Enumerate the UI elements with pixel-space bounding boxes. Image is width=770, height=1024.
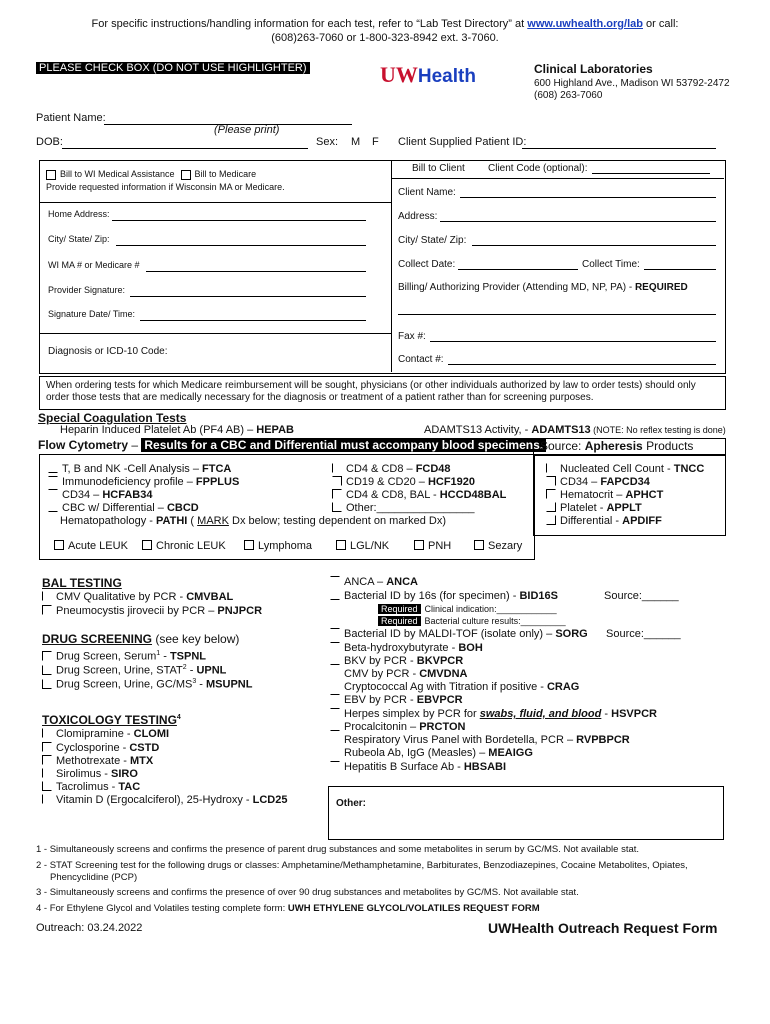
dx-sezary-checkbox[interactable]: [474, 540, 484, 550]
dx-acute-leuk[interactable]: [54, 540, 128, 553]
test-ebv-text: EBV by PCR -: [344, 694, 417, 706]
test-bid16s-checkbox[interactable]: [330, 590, 340, 600]
drug-title-rest: (see key below): [152, 632, 240, 646]
client-patient-id-label: Client Supplied Patient ID:: [398, 136, 527, 148]
aph-applt-code: APPLT: [606, 502, 642, 514]
aph-applt-checkbox[interactable]: [546, 502, 556, 512]
dx-lymphoma[interactable]: [244, 540, 312, 553]
clinical-indication: Clinical indication:____________: [424, 604, 557, 614]
dx-lgl-nk-checkbox[interactable]: [336, 540, 346, 550]
test-boh-checkbox[interactable]: [330, 642, 340, 652]
aph-applt[interactable]: [546, 502, 642, 515]
aph-apdiff-text: Differential -: [560, 515, 623, 527]
client-name-label: Client Name:: [398, 187, 456, 198]
flow-fpplus-text: Immunodeficiency profile –: [62, 476, 196, 488]
test-prc-checkbox[interactable]: [330, 721, 340, 731]
test-boh-text: Beta-hydroxybutyrate -: [344, 642, 459, 654]
fax-label: Fax #:: [398, 331, 426, 342]
test-hsv-checkbox[interactable]: [330, 708, 340, 718]
provide-info-text: Provide requested information if Wisconsin MA or Medicare.: [46, 182, 285, 192]
wi-ma-field[interactable]: [146, 259, 366, 272]
collect-time-field[interactable]: [644, 257, 716, 270]
flow-cbcd[interactable]: [48, 502, 199, 515]
test-boh[interactable]: [330, 642, 483, 655]
test-cmv-text: CMV by PCR -: [344, 668, 420, 680]
tox-tac-code: TAC: [118, 781, 141, 793]
footnote-4: [36, 903, 540, 914]
test-sorg-code: SORG: [555, 628, 588, 640]
required-badge-1: Required: [378, 604, 421, 614]
dx-chronic-leuk[interactable]: [142, 540, 226, 553]
tox-mtx-checkbox[interactable]: [42, 755, 52, 765]
test-hsv-code: HSVPCR: [611, 708, 657, 720]
tox-cstd-checkbox[interactable]: [42, 742, 52, 752]
drug-tspnl-mid: -: [160, 650, 170, 663]
sex-f-option[interactable]: F: [372, 136, 379, 148]
signature-date-field[interactable]: [140, 308, 366, 321]
test-crag[interactable]: [344, 681, 579, 694]
test-cmv-code: CMVDNA: [419, 668, 468, 680]
flow-hcfab34[interactable]: [48, 489, 152, 502]
bal-pnjpcr-code: PNJPCR: [217, 605, 263, 617]
ma-city-state-zip-field[interactable]: [116, 233, 366, 246]
test-crag-code: CRAG: [546, 681, 580, 693]
apheresis-source-bold: Apheresis: [584, 439, 643, 453]
heparin-code: HEPAB: [256, 424, 294, 436]
aph-apdiff-code: APDIFF: [622, 515, 662, 527]
form-title: UWHealth Outreach Request Form: [488, 920, 718, 936]
aph-tncc[interactable]: [546, 463, 704, 476]
flow-hccd48bal[interactable]: [332, 489, 506, 502]
drug-msupnl-code: MSUPNL: [206, 678, 253, 691]
flow-ftca[interactable]: [48, 463, 231, 476]
tox-lcd25[interactable]: [42, 794, 287, 807]
test-sorg-text: Bacterial ID by MALDI-TOF (isolate only) –: [344, 628, 556, 640]
patient-name-label: Patient Name:: [36, 112, 106, 124]
flow-hcfab34-text: CD34 –: [62, 489, 103, 501]
aph-aphct-checkbox[interactable]: [546, 489, 556, 499]
test-prc-code: PRCTON: [419, 721, 466, 733]
client-address-label: Address:: [398, 211, 438, 222]
drug-msupnl[interactable]: [42, 675, 252, 692]
tox-clomi-text: Clomipramine -: [56, 728, 134, 740]
dx-acute-leuk-label: Acute LEUK: [68, 540, 128, 552]
drug-msupnl-checkbox[interactable]: [42, 679, 52, 689]
aph-apdiff-checkbox[interactable]: [546, 515, 556, 525]
coag-title: Special Coagulation Tests: [38, 411, 187, 425]
aph-fapcd34[interactable]: [546, 476, 650, 489]
test-hbsabi-code: HBSABI: [463, 761, 507, 773]
drug-msupnl-text: Drug Screen, Urine, GC/MS: [56, 678, 193, 691]
client-city-state-zip-field[interactable]: [472, 233, 716, 246]
adamts-text: ADAMTS13 Activity, -: [424, 424, 532, 436]
test-bkv[interactable]: [330, 655, 463, 668]
flow-pathi[interactable]: [60, 515, 446, 528]
lab-name: Clinical Laboratories: [534, 62, 653, 76]
header-phone: (608)263-7060 or 1-800-323-8942 ext. 3-7060.: [271, 32, 499, 44]
collect-date-field[interactable]: [458, 257, 578, 270]
flow-hcfab34-code: HCFAB34: [102, 489, 153, 501]
client-name-field[interactable]: [460, 185, 716, 198]
tox-cstd[interactable]: [42, 742, 159, 755]
flow-ftca-checkbox[interactable]: [48, 463, 58, 473]
drug-title: [42, 632, 239, 646]
outreach-date: Outreach: 03.24.2022: [36, 922, 143, 934]
flow-cbcd-code: CBCD: [166, 502, 199, 514]
sex-m-option[interactable]: M: [351, 136, 361, 148]
diagnosis-label: Diagnosis or ICD-10 Code:: [48, 346, 168, 357]
aph-tncc-checkbox[interactable]: [546, 463, 556, 473]
aph-tncc-code: TNCC: [673, 463, 705, 475]
collect-date-label: Collect Date:: [398, 259, 456, 270]
test-prc-text: Procalcitonin –: [344, 721, 420, 733]
flow-fpplus-checkbox[interactable]: [48, 476, 58, 486]
drug-tspnl-sup: 1: [156, 650, 161, 657]
collect-time-label: Collect Time:: [582, 259, 640, 270]
tox-clomi-checkbox[interactable]: [42, 728, 52, 738]
test-rvp[interactable]: [344, 734, 630, 747]
other-box[interactable]: [328, 786, 724, 840]
tox-cstd-code: CSTD: [129, 742, 160, 754]
flow-pathi-rest: Dx below; testing dependent on marked Dx): [228, 515, 446, 527]
client-code-line: [392, 178, 724, 179]
required-badge-2: Required: [378, 616, 421, 626]
sex-label: Sex:: [316, 136, 339, 148]
test-bid16s-code: BID16S: [519, 590, 558, 602]
test-hsv[interactable]: [330, 708, 657, 721]
adamts-code: ADAMTS13: [531, 424, 591, 436]
please-print-label: (Please print): [214, 124, 280, 136]
tox-clomi-code: CLOMI: [133, 728, 170, 740]
tox-mtx-code: MTX: [129, 755, 154, 767]
bill-ma-checkbox[interactable]: [46, 170, 56, 180]
test-meaigg-text: Rubeola Ab, IgG (Measles) –: [344, 747, 489, 759]
client-address-field[interactable]: [440, 209, 716, 222]
aph-applt-text: Platelet -: [560, 502, 607, 514]
flow-title: Flow Cytometry: [38, 438, 129, 452]
flow-ftca-text: T, B and NK -Cell Analysis –: [62, 463, 203, 475]
test-hbsabi-text: Hepatitis B Surface Ab -: [344, 761, 464, 773]
dx-chronic-leuk-label: Chronic LEUK: [156, 540, 226, 552]
flow-pathi-mid: (: [187, 515, 198, 527]
test-ebv-code: EBVPCR: [416, 694, 463, 706]
billing-provider-required: REQUIRED: [634, 282, 688, 293]
billing-provider-text: Billing/ Authorizing Provider (Attending MD, NP, PA) -: [398, 282, 635, 293]
dob-label: DOB:: [36, 136, 63, 148]
flow-cbcd-checkbox[interactable]: [48, 502, 58, 512]
dx-pnh-checkbox[interactable]: [414, 540, 424, 550]
medicare-notice: When ordering tests for which Medicare reimbursement will be sought, physicians (or other individuals authorized by law to order tests) should only order those tests that are medically necessary for the diagnosis or treatment of a patient rather than for screening purposes.: [46, 380, 696, 403]
billing-divider: [391, 160, 392, 372]
test-ebv[interactable]: [330, 694, 463, 707]
lab-phone: (608) 263-7060: [534, 90, 603, 101]
heparin-test[interactable]: [60, 424, 294, 437]
tox-siro-text: Sirolimus -: [56, 768, 112, 780]
flow-other[interactable]: [332, 502, 474, 515]
dx-chronic-leuk-checkbox[interactable]: [142, 540, 152, 550]
apheresis-source-label: Source:: [540, 439, 585, 453]
test-bkv-text: BKV by PCR -: [344, 655, 417, 667]
adamts-note: (NOTE: No reflex testing is done): [590, 425, 726, 435]
logo-health: Health: [417, 66, 476, 87]
client-patient-id-field[interactable]: [522, 136, 716, 149]
provider-signature-field[interactable]: [130, 284, 366, 297]
test-bid16s-text: Bacterial ID by 16s (for specimen) -: [344, 590, 520, 602]
test-rvp-text: Respiratory Virus Panel with Bordetella, PCR –: [344, 734, 577, 746]
test-hsv-text: Herpes simplex by PCR for: [344, 708, 480, 720]
drug-tspnl-code: TSPNL: [169, 650, 207, 663]
flow-ftca-code: FTCA: [202, 463, 232, 475]
tox-mtx[interactable]: [42, 755, 153, 768]
check-box-notice-text: PLEASE CHECK BOX (DO NOT USE HIGHLIGHTER): [36, 62, 310, 74]
tox-tac-text: Tacrolimus -: [56, 781, 119, 793]
bid16s-source[interactable]: Source:______: [604, 590, 679, 602]
bal-pnjpcr-checkbox[interactable]: [42, 605, 52, 615]
footnote-3: 3 - Simultaneously screens and confirms the presence of over 90 drug substances and metabolites by GC/MS. Not available stat.: [36, 887, 579, 898]
test-sorg[interactable]: [330, 628, 588, 641]
dx-sezary[interactable]: [474, 540, 522, 553]
apheresis-source: [540, 440, 693, 453]
test-anca-text: ANCA –: [344, 576, 387, 588]
flow-hcfab34-checkbox[interactable]: [48, 489, 58, 499]
test-bkv-code: BKVPCR: [416, 655, 464, 667]
drug-upnl-text: Drug Screen, Urine, STAT: [56, 664, 183, 677]
drug-tspnl-checkbox[interactable]: [42, 651, 52, 661]
dx-pnh[interactable]: [414, 540, 451, 553]
flow-fcd48-text: CD4 & CD8 –: [346, 463, 416, 475]
bill-medicare-label: Bill to Medicare: [194, 169, 257, 179]
test-ebv-checkbox[interactable]: [330, 694, 340, 704]
dx-lgl-nk[interactable]: [336, 540, 389, 553]
contact-field[interactable]: [448, 352, 716, 365]
fax-field[interactable]: [430, 329, 716, 342]
flow-fcd48[interactable]: [332, 463, 451, 476]
test-cmv[interactable]: [344, 668, 467, 681]
test-hsv-mid: -: [601, 708, 612, 720]
client-code-label: Client Code (optional):: [488, 163, 588, 174]
footnote-1: 1 - Simultaneously screens and confirms the presence of parent drug substances and some metabolites in serum by GC/MS. Not available stat.: [36, 844, 640, 855]
flow-hcf1920-code: HCF1920: [427, 476, 476, 488]
flow-title-row: [38, 438, 546, 453]
flow-hccd48bal-checkbox[interactable]: [332, 489, 342, 499]
footnote-4-form: UWH ETHYLENE GLYCOL/VOLATILES REQUEST FORM: [287, 903, 540, 914]
sorg-source[interactable]: Source:______: [606, 628, 681, 640]
test-hsv-italic: swabs, fluid, and blood: [479, 708, 602, 720]
uwhealth-logo: [380, 62, 476, 88]
header-line1-suffix: or call:: [642, 18, 679, 30]
tox-lcd25-code: LCD25: [252, 794, 288, 806]
tox-tac-checkbox[interactable]: [42, 781, 52, 791]
apheresis-source-rest: Products: [642, 439, 694, 453]
home-address-field[interactable]: [112, 208, 366, 221]
dx-lymphoma-checkbox[interactable]: [244, 540, 254, 550]
dx-lymphoma-label: Lymphoma: [258, 540, 313, 552]
test-crag-text: Cryptococcal Ag with Titration if positive -: [344, 681, 547, 693]
aph-aphct-text: Hematocrit –: [560, 489, 626, 501]
billing-left-top-line: [39, 202, 391, 203]
tox-title-sup: 4: [176, 714, 181, 721]
drug-tspnl-text: Drug Screen, Serum: [56, 650, 157, 663]
dob-field[interactable]: [62, 136, 308, 149]
aph-fapcd34-text: CD34 –: [560, 476, 601, 488]
tox-tac[interactable]: [42, 781, 140, 794]
drug-msupnl-mid: -: [196, 678, 207, 691]
flow-hcf1920[interactable]: [332, 476, 475, 489]
drug-upnl-mid: -: [186, 664, 197, 677]
tox-siro[interactable]: [42, 768, 138, 781]
drug-msupnl-sup: 3: [192, 678, 197, 685]
culture-results: Bacterial culture results:_________: [424, 616, 566, 626]
tox-mtx-text: Methotrexate -: [56, 755, 130, 767]
bid16s-culture[interactable]: [378, 616, 566, 627]
flow-fpplus-code: FPPLUS: [195, 476, 240, 488]
dx-sezary-label: Sezary: [488, 540, 523, 552]
header-phone-line: [0, 32, 770, 45]
bal-pnjpcr[interactable]: [42, 605, 262, 618]
flow-other-checkbox[interactable]: [332, 502, 342, 512]
dx-lgl-nk-label: LGL/NK: [350, 540, 390, 552]
test-anca[interactable]: [330, 576, 418, 589]
billing-left-bottom-line: [39, 333, 391, 334]
flow-hccd48bal-text: CD4 & CD8, BAL -: [346, 489, 440, 501]
contact-label: Contact #:: [398, 354, 444, 365]
aph-apdiff[interactable]: [546, 515, 662, 528]
drug-upnl-code: UPNL: [196, 664, 227, 677]
signature-date-label: Signature Date/ Time:: [48, 309, 136, 319]
tox-lcd25-checkbox[interactable]: [42, 794, 52, 804]
footnote-2: 2 - STAT Screening test for the following drugs or classes: Amphetamine/Methamphetamine, Barbiturates, Benzodiazepines, Cocaine Metabolites, Opiates,: [36, 860, 688, 871]
drug-upnl-checkbox[interactable]: [42, 665, 52, 675]
flow-pathi-code: PATHI: [156, 515, 188, 527]
lab-directory-link[interactable]: www.uwhealth.org/lab: [527, 18, 643, 30]
bill-to-client-label[interactable]: Bill to Client: [412, 163, 465, 174]
client-code-field[interactable]: [592, 161, 710, 174]
flow-cbcd-text: CBC w/ Differential –: [62, 502, 167, 514]
test-hbsabi[interactable]: [330, 761, 506, 774]
test-meaigg[interactable]: [344, 747, 533, 760]
test-hbsabi-checkbox[interactable]: [330, 761, 340, 771]
tox-siro-code: SIRO: [111, 768, 138, 780]
tox-lcd25-text: Vitamin D (Ergocalciferol), 25-Hydroxy -: [56, 794, 253, 806]
flow-hcf1920-text: CD19 & CD20 –: [346, 476, 428, 488]
test-anca-code: ANCA: [386, 576, 418, 588]
tox-title-text: TOXICOLOGY TESTING: [42, 713, 177, 727]
drug-title-bold: DRUG SCREENING: [42, 632, 153, 646]
flow-other-text: Other:________________: [346, 502, 475, 514]
tox-title: [42, 713, 181, 727]
flow-pathi-prefix: Hematopathology -: [60, 515, 156, 527]
bill-ma-option[interactable]: [46, 169, 256, 180]
provider-signature-label: Provider Signature:: [48, 285, 126, 295]
bid16s-clinical[interactable]: [378, 604, 557, 615]
bill-medicare-checkbox[interactable]: [181, 170, 191, 180]
test-bkv-checkbox[interactable]: [330, 655, 340, 665]
footnote-4-text: 4 - For Ethylene Glycol and Volatiles testing complete form:: [36, 903, 288, 914]
flow-hccd48bal-code: HCCD48BAL: [439, 489, 507, 501]
tox-cstd-text: Cyclosporine -: [56, 742, 130, 754]
test-bid16s[interactable]: [330, 590, 558, 603]
bal-cmvbal-code: CMVBAL: [186, 591, 234, 603]
adamts-test[interactable]: [424, 424, 726, 437]
flow-dash: –: [128, 438, 142, 452]
dx-acute-leuk-checkbox[interactable]: [54, 540, 64, 550]
aph-fapcd34-checkbox[interactable]: [546, 476, 556, 486]
header-instructions: [0, 18, 770, 31]
test-prc[interactable]: [330, 721, 465, 734]
dx-pnh-label: PNH: [428, 540, 452, 552]
test-meaigg-code: MEAIGG: [488, 747, 533, 759]
test-rvp-code: RVPBPCR: [576, 734, 630, 746]
flow-notice: Results for a CBC and Differential must accompany blood specimens.: [141, 438, 546, 452]
flow-fpplus[interactable]: [48, 476, 239, 489]
header-line1-prefix: For specific instructions/handling information for each test, refer to “Lab Test Directory” at: [91, 18, 528, 30]
other-label: Other:: [336, 798, 366, 809]
bal-cmvbal[interactable]: [42, 591, 233, 604]
wi-ma-label: WI MA # or Medicare #: [48, 260, 140, 270]
flow-fcd48-code: FCD48: [415, 463, 451, 475]
aph-aphct-code: APHCT: [625, 489, 664, 501]
client-city-state-zip-label: City/ State/ Zip:: [398, 235, 467, 246]
aph-fapcd34-code: FAPCD34: [600, 476, 650, 488]
logo-uw: UW: [380, 62, 418, 87]
aph-aphct[interactable]: [546, 489, 663, 502]
tox-clomi[interactable]: [42, 728, 169, 741]
check-box-notice: [36, 62, 310, 75]
flow-hcf1920-checkbox[interactable]: [332, 476, 342, 486]
bill-ma-label: Bill to WI Medical Assistance: [60, 169, 175, 179]
heparin-text: Heparin Induced Platelet Ab (PF4 AB) –: [60, 424, 257, 436]
ma-city-state-zip-label: City/ State/ Zip:: [48, 234, 110, 244]
test-anca-checkbox[interactable]: [330, 576, 340, 586]
test-boh-code: BOH: [458, 642, 483, 654]
tox-siro-checkbox[interactable]: [42, 768, 52, 778]
test-sorg-checkbox[interactable]: [330, 628, 340, 638]
billing-provider-label: [398, 281, 688, 294]
bal-cmvbal-text: CMV Qualitative by PCR -: [56, 591, 187, 603]
lab-address: 600 Highland Ave., Madison WI 53792-2472: [534, 78, 730, 89]
bal-pnjpcr-text: Pneumocystis jirovecii by PCR –: [56, 605, 218, 617]
drug-upnl-sup: 2: [182, 664, 187, 671]
bal-cmvbal-checkbox[interactable]: [42, 591, 52, 601]
flow-fcd48-checkbox[interactable]: [332, 463, 342, 473]
footnote-2-cont: Phencyclidine (PCP): [50, 872, 138, 883]
home-address-label: Home Address:: [48, 209, 110, 219]
bal-title: BAL TESTING: [42, 576, 122, 590]
flow-pathi-mark: MARK: [197, 515, 229, 527]
aph-tncc-text: Nucleated Cell Count -: [560, 463, 674, 475]
billing-provider-field[interactable]: [398, 302, 716, 315]
